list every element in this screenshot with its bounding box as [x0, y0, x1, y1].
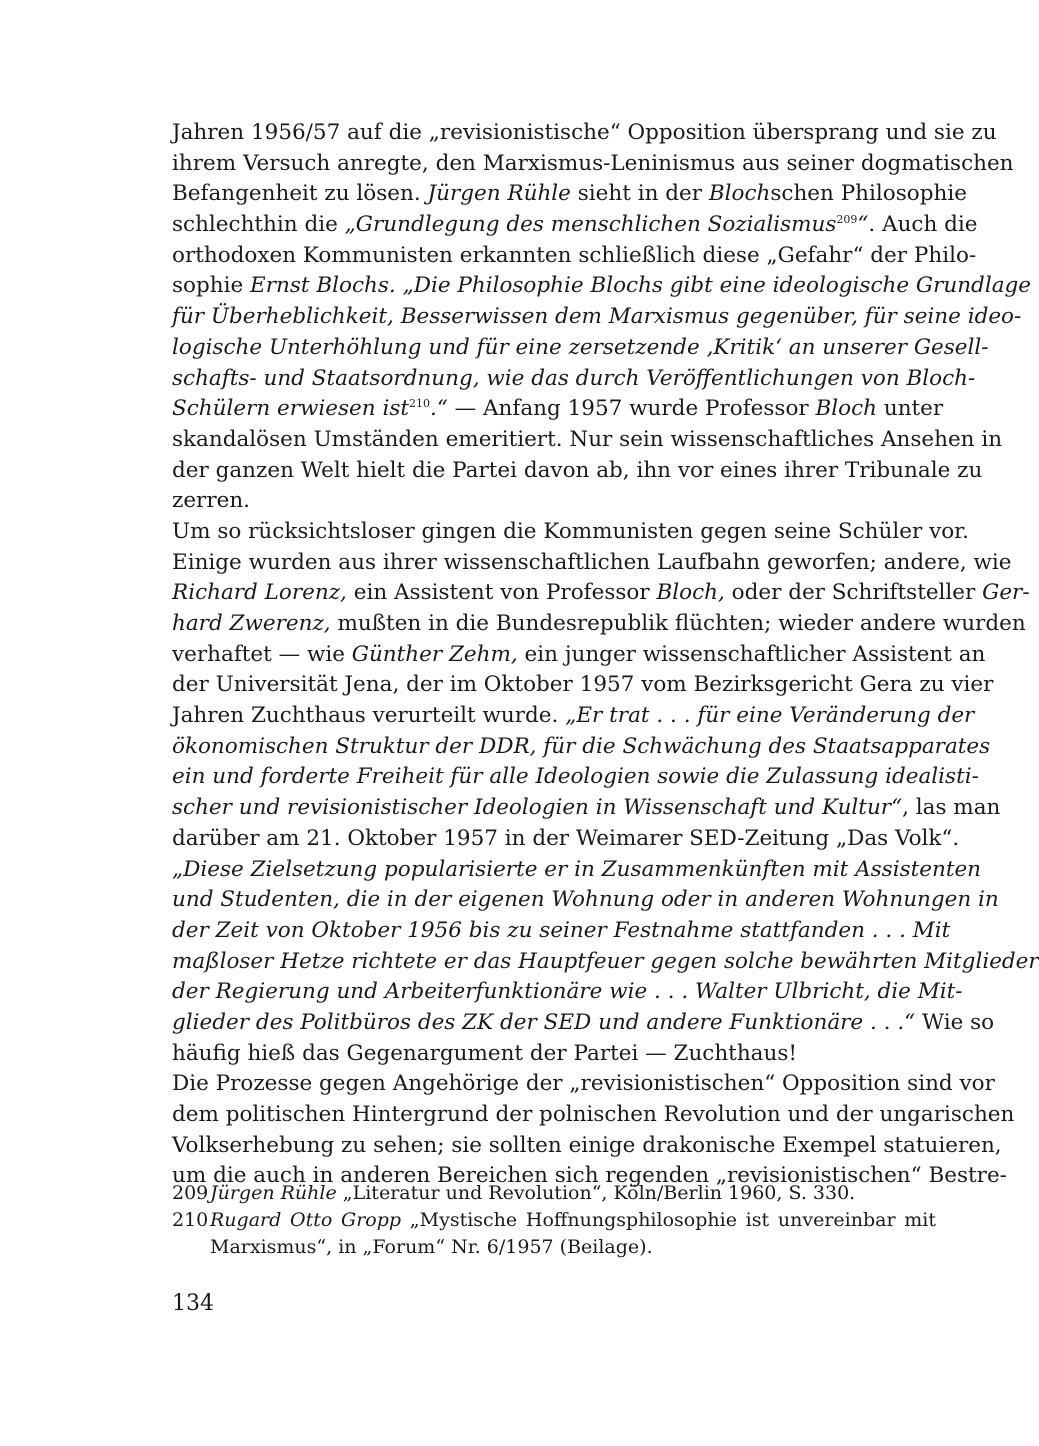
text-line: [172, 425, 1003, 456]
text-line: [172, 916, 951, 947]
text-line-text: orthodoxen Kommunisten erkannten schließlich diese „Gefahr“ der Philo-: [172, 242, 977, 268]
footnote-text: „Mystische Hoffnungsphilosophie ist unvereinbar mit: [401, 1209, 936, 1231]
text-line-text: unter: [877, 396, 944, 422]
text-line-text: schlechthin die: [172, 212, 345, 238]
footnote-number: 210: [172, 1209, 209, 1231]
text-line-italic: logische Unterhöhlung und für eine zersetzende ‚Kritik‘ an unserer Gesell-: [172, 334, 989, 360]
text-line-text: . Auch die: [868, 212, 978, 238]
body-text: [172, 118, 1039, 1192]
text-line-text: Einige wurden aus ihrer wissenschaftlichen Laufbahn geworfen; andere, wie: [172, 549, 1012, 575]
text-line: [172, 609, 1026, 640]
footnote-line: [172, 1234, 936, 1261]
text-line: [172, 947, 1039, 978]
footnote-reference: 210: [409, 397, 431, 411]
text-line-text: Um so rücksichtsloser gingen die Kommunisten gegen seine Schüler vor.: [172, 518, 969, 544]
text-line: [172, 364, 976, 395]
text-line-text: dem politischen Hintergrund der polnischen Revolution und der ungarischen: [172, 1102, 1015, 1127]
text-line-text: Die Prozesse gegen Angehörige der „revisionistischen“ Opposition sind vor: [172, 1071, 995, 1097]
text-line-italic: und Studenten, die in der eigenen Wohnung oder in anderen Wohnungen in: [172, 887, 999, 913]
text-line-italic: hard Zwerenz,: [172, 611, 331, 636]
text-line-italic: Jürgen Rühle: [427, 181, 571, 207]
text-line-text: ihrem Versuch anregte, den Marxismus-Leninismus aus seiner dogmatischen: [172, 150, 1014, 176]
text-line-text: häufig hieß das Gegenargument der Partei — Zuchthaus!: [172, 1040, 798, 1066]
text-line-text: Jahren 1956/57 auf die „revisionistische“ Opposition übersprang und sie zu: [172, 120, 997, 145]
text-line-italic: Bloch: [815, 396, 878, 422]
text-line-text: der ganzen Welt hielt die Partei davon ab, ihn vor eines ihrer Tribunale zu: [172, 457, 983, 483]
text-line: [172, 1131, 1002, 1162]
text-line-text: — Anfang 1957 wurde Professor: [447, 396, 816, 422]
text-line-italic: „Grundlegung des menschlichen Sozialismus: [344, 212, 837, 238]
text-line-italic: Günther Zehm,: [351, 641, 518, 667]
text-line: [172, 855, 982, 886]
text-line: [172, 762, 979, 793]
text-line: [172, 701, 975, 732]
text-line: [172, 210, 978, 241]
text-line: [172, 1039, 936, 1070]
text-line: [172, 1100, 1015, 1131]
text-line-italic: Ernst Blochs. „Die Philosophie Blochs gibt eine ideologische Grundlage: [250, 273, 1032, 299]
text-line-italic: “: [857, 212, 869, 238]
text-line: [172, 118, 997, 149]
text-line-italic: Bloch,: [656, 580, 725, 606]
text-line: [172, 977, 963, 1008]
text-line-italic: .“: [430, 396, 448, 422]
page-number: 134: [172, 1291, 214, 1316]
text-line: [172, 578, 1030, 609]
text-line: [172, 793, 1001, 824]
footnotes: [172, 1180, 936, 1261]
text-line-italic: „Diese Zielsetzung popularisierte er in Zusammenkünften mit Assistenten: [172, 856, 982, 882]
text-line-text: skandalösen Umständen emeritiert. Nur sein wissenschaftliches Ansehen in: [172, 426, 1003, 452]
text-line-text: Wie so: [915, 1009, 995, 1035]
footnote-italic: Jürgen Rühle: [210, 1182, 337, 1204]
text-line-text: Jahren Zuchthaus verurteilt wurde.: [172, 703, 566, 729]
text-line-italic: der Regierung und Arbeiterfunktionäre wie . . . Walter Ulbricht, die Mit-: [172, 979, 963, 1005]
text-line-italic: ökonomischen Struktur der DDR, für die Schwächung des Staatsapparates: [172, 733, 991, 759]
text-line-italic: maßloser Hetze richtete er das Hauptfeuer gegen solche bewährten Mitglieder: [172, 948, 1039, 974]
footnote-number: 209: [172, 1182, 209, 1204]
text-line-text: schen Philosophie: [770, 181, 967, 207]
footnote-text: Marxismus“, in „Forum“ Nr. 6/1957 (Beilage).: [210, 1236, 653, 1258]
text-line: [172, 241, 977, 272]
footnote-italic: Rugard Otto Gropp: [210, 1209, 402, 1231]
text-line-italic: der Zeit von Oktober 1956 bis zu seiner Festnahme stattfanden . . . Mit: [172, 917, 951, 943]
text-line-text: sophie: [172, 273, 251, 299]
text-line-text: verhaftet — wie: [172, 641, 352, 667]
text-line: [172, 302, 1022, 333]
text-line: [172, 486, 936, 517]
footnote-text: [210, 1234, 936, 1261]
text-line-italic: „Er trat . . . für eine Veränderung der: [565, 703, 975, 729]
text-line-italic: schafts- und Staatsordnung, wie das durch Veröffentlichungen von Bloch-: [172, 365, 976, 391]
text-line-italic: glieder des Politbüros des ZK der SED und andere Funktionäre . . .“: [172, 1009, 916, 1035]
text-line-italic: Schülern erwiesen ist: [172, 396, 410, 422]
text-line-text: mußten in die Bundesrepublik flüchten; wieder andere wurden: [330, 611, 1026, 636]
text-line-italic: Ger-: [982, 580, 1030, 606]
text-line: [172, 517, 969, 548]
footnote-text: [210, 1180, 936, 1207]
footnote-line: [172, 1207, 936, 1234]
text-line: [172, 885, 999, 916]
footnote-text: [210, 1207, 936, 1234]
text-line: [172, 333, 989, 364]
footnote-line: [172, 1180, 936, 1207]
text-line: [172, 640, 986, 671]
text-line: [172, 1008, 995, 1039]
text-line-text: zerren.: [172, 488, 251, 514]
text-line-text: , las man: [902, 795, 1001, 821]
footnote-reference: 209: [836, 213, 858, 227]
text-line-text: um die auch in anderen Bereichen sich regenden „revisionistischen“ Bestre-: [172, 1163, 1007, 1189]
text-line-italic: ein und forderte Freiheit für alle Ideologien sowie die Zulassung idealisti-: [172, 764, 979, 790]
text-line: [172, 732, 991, 763]
text-line: [172, 670, 994, 701]
text-line: [172, 394, 944, 425]
text-line-text: Befangenheit zu lösen.: [172, 181, 428, 207]
text-line: [172, 271, 1032, 302]
text-line: [172, 548, 1012, 579]
text-line-text: ein junger wissenschaftlicher Assistent an: [517, 641, 986, 667]
text-line-text: oder der Schriftsteller: [724, 580, 983, 606]
text-line-text: ein Assistent von Professor: [346, 580, 657, 606]
footnote-text: „Literatur und Revolution“, Köln/Berlin 1960, S. 330.: [336, 1182, 856, 1204]
text-line-italic: Bloch: [708, 181, 771, 207]
text-line-italic: scher und revisionistischer Ideologien in Wissenschaft und Kultur“: [172, 795, 903, 821]
text-line-text: der Universität Jena, der im Oktober 1957 vom Bezirksgericht Gera zu vier: [172, 672, 994, 698]
text-line: [172, 1069, 995, 1100]
text-line: [172, 179, 967, 210]
text-line-italic: für Überheblichkeit, Besserwissen dem Marxismus gegenüber, für seine ideo-: [172, 304, 1022, 330]
text-line-text: darüber am 21. Oktober 1957 in der Weimarer SED-Zeitung „Das Volk“.: [172, 825, 960, 851]
text-line-text: Volkserhebung zu sehen; sie sollten einige drakonische Exempel statuieren,: [172, 1132, 1002, 1158]
text-line: [172, 456, 983, 487]
text-line-text: sieht in der: [570, 181, 709, 207]
text-line: [172, 149, 1014, 180]
text-line: [172, 824, 960, 855]
text-line-italic: Richard Lorenz,: [172, 580, 347, 606]
